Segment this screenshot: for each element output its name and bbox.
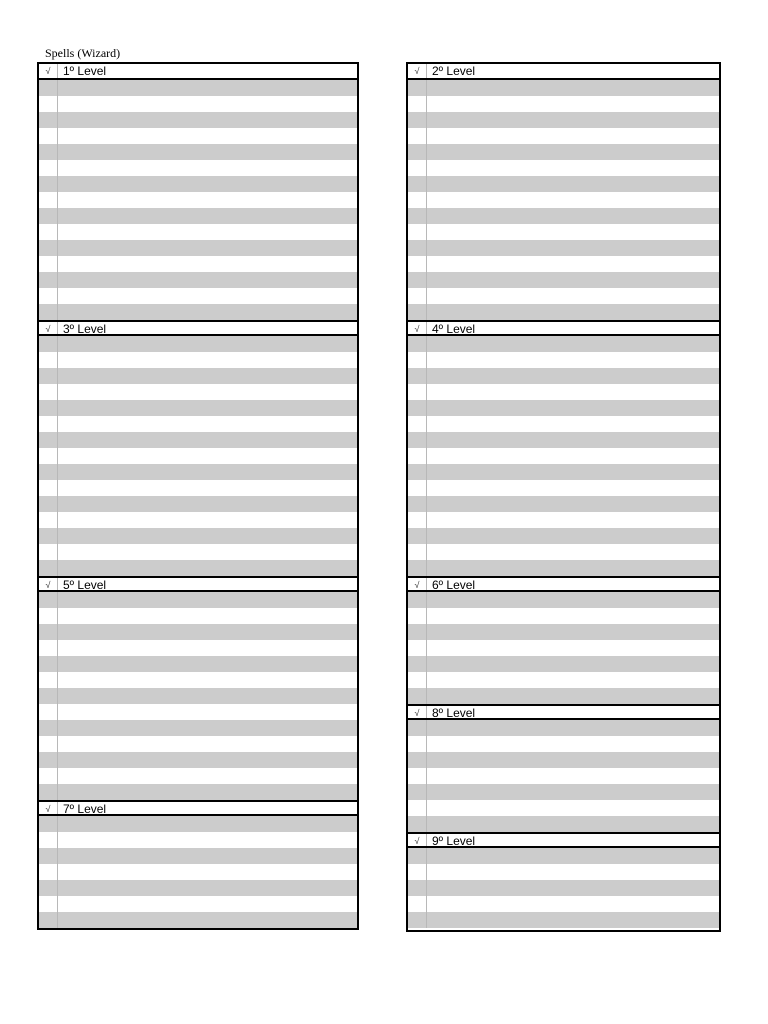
spell-level-title: 2º Level — [432, 64, 476, 78]
spell-entry-row[interactable] — [39, 240, 357, 256]
spell-entry-row[interactable] — [408, 224, 719, 240]
spell-entry-row[interactable] — [408, 480, 719, 496]
spell-entry-row[interactable] — [39, 688, 357, 704]
spell-level-title: 8º Level — [432, 706, 476, 720]
spell-level-section — [39, 576, 357, 800]
spell-entry-row[interactable] — [408, 448, 719, 464]
spell-entry-row[interactable] — [408, 256, 719, 272]
prepared-check-column-header: √ — [414, 836, 420, 846]
spell-entry-row[interactable] — [39, 288, 357, 304]
spell-entry-row[interactable] — [408, 512, 719, 528]
spell-entry-row[interactable] — [408, 112, 719, 128]
spell-entry-row[interactable] — [39, 160, 357, 176]
spell-entry-row[interactable] — [39, 368, 357, 384]
spell-entry-row[interactable] — [408, 752, 719, 768]
spell-entry-row[interactable] — [408, 720, 719, 736]
spell-entry-row[interactable] — [408, 288, 719, 304]
spell-level-section — [408, 576, 719, 704]
spell-entry-row[interactable] — [39, 736, 357, 752]
spell-entry-row[interactable] — [39, 448, 357, 464]
spell-entry-row[interactable] — [408, 848, 719, 864]
spell-entry-row[interactable] — [39, 272, 357, 288]
spell-entry-row[interactable] — [39, 432, 357, 448]
prepared-check-column-header: √ — [414, 66, 420, 76]
section-header — [408, 576, 719, 592]
spell-entry-row[interactable] — [408, 608, 719, 624]
spell-entry-row[interactable] — [39, 336, 357, 352]
spell-level-section — [408, 320, 719, 576]
spell-entry-row[interactable] — [39, 912, 357, 928]
prepared-check-column-header: √ — [414, 324, 420, 334]
spell-level-section — [39, 320, 357, 576]
spell-entry-row[interactable] — [408, 272, 719, 288]
spell-entry-row[interactable] — [39, 528, 357, 544]
spell-entry-row[interactable] — [408, 400, 719, 416]
spell-entry-row[interactable] — [39, 384, 357, 400]
spell-entry-row[interactable] — [408, 864, 719, 880]
spell-level-section — [39, 64, 357, 320]
spell-level-section — [408, 64, 719, 320]
spell-entry-row[interactable] — [39, 864, 357, 880]
spell-entry-row[interactable] — [39, 560, 357, 576]
spell-entry-row[interactable] — [408, 528, 719, 544]
spell-level-title: 3º Level — [63, 322, 107, 336]
spell-entry-row[interactable] — [39, 416, 357, 432]
spell-entry-row[interactable] — [408, 496, 719, 512]
spell-entry-row[interactable] — [408, 240, 719, 256]
spell-entry-row[interactable] — [39, 640, 357, 656]
spell-entry-row[interactable] — [408, 384, 719, 400]
spell-entry-row[interactable] — [408, 144, 719, 160]
spell-entry-row[interactable] — [408, 912, 719, 928]
prepared-check-column-header: √ — [45, 804, 51, 814]
spell-entry-row[interactable] — [39, 480, 357, 496]
spell-entry-row[interactable] — [408, 880, 719, 896]
section-header — [408, 64, 719, 80]
spell-entry-row[interactable] — [408, 688, 719, 704]
spell-entry-row[interactable] — [408, 368, 719, 384]
spell-entry-row[interactable] — [39, 624, 357, 640]
spell-entry-row[interactable] — [408, 544, 719, 560]
page-title: Spells (Wizard) — [45, 46, 121, 60]
spell-entry-row[interactable] — [408, 96, 719, 112]
spell-entry-row[interactable] — [39, 752, 357, 768]
section-header — [39, 800, 357, 816]
prepared-check-column-header: √ — [45, 324, 51, 334]
spell-entry-row[interactable] — [408, 304, 719, 320]
spell-entry-row[interactable] — [408, 336, 719, 352]
spell-entry-row[interactable] — [408, 784, 719, 800]
spell-entry-row[interactable] — [408, 736, 719, 752]
section-header — [39, 320, 357, 336]
spell-entry-row[interactable] — [408, 208, 719, 224]
spell-entry-row[interactable] — [39, 304, 357, 320]
section-header — [39, 64, 357, 80]
section-header — [408, 832, 719, 848]
spell-entry-row[interactable] — [39, 80, 357, 96]
spell-entry-row[interactable] — [408, 160, 719, 176]
spell-entry-row[interactable] — [39, 784, 357, 800]
spell-entry-row[interactable] — [39, 544, 357, 560]
spell-entry-row[interactable] — [39, 464, 357, 480]
spell-entry-row[interactable] — [39, 832, 357, 848]
spell-level-title: 7º Level — [63, 802, 107, 816]
section-header — [39, 576, 357, 592]
spell-entry-row[interactable] — [39, 512, 357, 528]
spell-column-left — [37, 62, 359, 930]
spell-entry-row[interactable] — [39, 496, 357, 512]
spell-level-section — [39, 800, 357, 928]
spell-entry-row[interactable] — [39, 768, 357, 784]
spell-entry-row[interactable] — [39, 816, 357, 832]
spell-entry-row[interactable] — [39, 400, 357, 416]
spell-entry-row[interactable] — [39, 592, 357, 608]
spell-entry-row[interactable] — [408, 416, 719, 432]
spell-level-title: 1º Level — [63, 64, 107, 78]
spell-column-right — [406, 62, 721, 932]
spell-entry-row[interactable] — [408, 640, 719, 656]
spell-level-section — [408, 704, 719, 832]
spell-entry-row[interactable] — [39, 896, 357, 912]
spell-entry-row[interactable] — [408, 896, 719, 912]
spell-entry-row[interactable] — [408, 464, 719, 480]
spell-entry-row[interactable] — [39, 656, 357, 672]
spell-entry-row[interactable] — [408, 176, 719, 192]
spell-entry-row[interactable] — [39, 256, 357, 272]
spell-level-title: 9º Level — [432, 834, 476, 848]
spell-entry-row[interactable] — [408, 768, 719, 784]
spell-entry-row[interactable] — [408, 80, 719, 96]
spell-entry-row[interactable] — [39, 208, 357, 224]
spell-entry-row[interactable] — [39, 672, 357, 688]
spell-entry-row[interactable] — [408, 816, 719, 832]
spell-entry-row[interactable] — [408, 128, 719, 144]
spell-entry-row[interactable] — [39, 96, 357, 112]
prepared-check-column-header: √ — [414, 708, 420, 718]
spell-level-section — [408, 832, 719, 928]
spell-entry-row[interactable] — [39, 608, 357, 624]
spell-entry-row[interactable] — [408, 592, 719, 608]
spell-entry-row[interactable] — [39, 848, 357, 864]
section-header — [408, 704, 719, 720]
spell-entry-row[interactable] — [39, 112, 357, 128]
spell-entry-row[interactable] — [408, 672, 719, 688]
spell-entry-row[interactable] — [408, 192, 719, 208]
spell-level-title: 5º Level — [63, 578, 107, 592]
spell-entry-row[interactable] — [39, 224, 357, 240]
spell-entry-row[interactable] — [39, 128, 357, 144]
spell-level-title: 6º Level — [432, 578, 476, 592]
spell-entry-row[interactable] — [408, 560, 719, 576]
spell-entry-row[interactable] — [39, 144, 357, 160]
spell-level-title: 4º Level — [432, 322, 476, 336]
spell-entry-row[interactable] — [39, 352, 357, 368]
spell-entry-row[interactable] — [39, 176, 357, 192]
spell-entry-row[interactable] — [39, 704, 357, 720]
spell-entry-row[interactable] — [408, 624, 719, 640]
spell-entry-row[interactable] — [408, 352, 719, 368]
prepared-check-column-header: √ — [45, 580, 51, 590]
section-header — [408, 320, 719, 336]
spell-entry-row[interactable] — [408, 432, 719, 448]
spell-entry-row[interactable] — [39, 192, 357, 208]
prepared-check-column-header: √ — [45, 66, 51, 76]
spell-entry-row[interactable] — [408, 656, 719, 672]
spell-entry-row[interactable] — [408, 800, 719, 816]
prepared-check-column-header: √ — [414, 580, 420, 590]
spell-entry-row[interactable] — [39, 880, 357, 896]
spell-entry-row[interactable] — [39, 720, 357, 736]
